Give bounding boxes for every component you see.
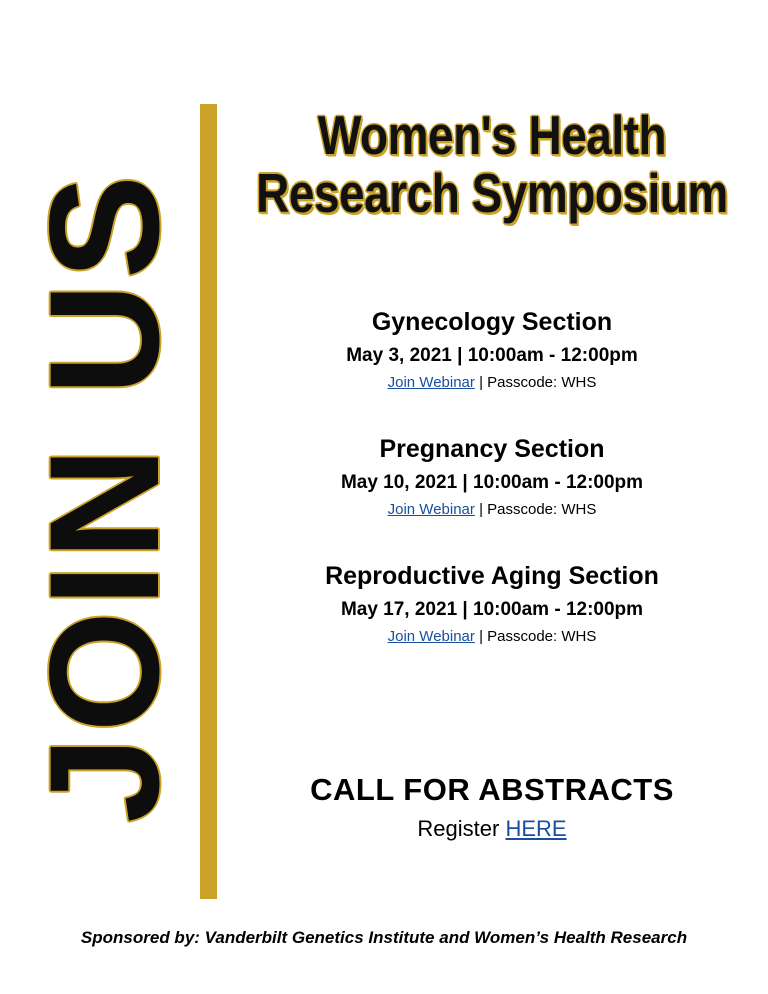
- session-passcode: | Passcode: WHS: [479, 628, 597, 645]
- session-datetime: May 3, 2021 | 10:00am - 12:00pm: [346, 345, 638, 366]
- session-item: [232, 308, 752, 391]
- session-access-row: [232, 374, 752, 391]
- call-for-abstracts: [232, 772, 752, 842]
- session-passcode: | Passcode: WHS: [479, 501, 597, 518]
- session-list: [232, 308, 752, 645]
- register-label: Register: [417, 816, 506, 841]
- session-title: Pregnancy Section: [379, 435, 605, 463]
- title-line-2: Research Symposium: [256, 162, 728, 224]
- join-webinar-link[interactable]: Join Webinar: [387, 374, 475, 391]
- session-datetime: May 10, 2021 | 10:00am - 12:00pm: [340, 472, 644, 493]
- session-access-row: [232, 628, 752, 645]
- join-webinar-link[interactable]: Join Webinar: [387, 501, 475, 518]
- session-datetime: May 17, 2021 | 10:00am - 12:00pm: [340, 599, 644, 620]
- join-us-text: JOIN US: [18, 170, 192, 824]
- join-webinar-link[interactable]: Join Webinar: [387, 628, 475, 645]
- session-access-row: [232, 501, 752, 518]
- session-item: [232, 435, 752, 518]
- page-title: [232, 104, 752, 224]
- session-passcode: | Passcode: WHS: [479, 374, 597, 391]
- title-line-1: Women's Health: [317, 104, 667, 166]
- call-for-abstracts-title: CALL FOR ABSTRACTS: [310, 772, 674, 807]
- session-title: Reproductive Aging Section: [325, 562, 659, 590]
- session-item: [232, 562, 752, 645]
- register-here-link[interactable]: HERE: [505, 816, 567, 841]
- poster-content: [232, 0, 752, 994]
- register-row: [232, 816, 752, 842]
- gold-divider-bar: [200, 104, 217, 899]
- join-us-banner: [0, 0, 210, 994]
- session-title: Gynecology Section: [371, 308, 613, 336]
- sponsor-footer: Sponsored by: Vanderbilt Genetics Institute and Women’s Health Research: [80, 928, 688, 947]
